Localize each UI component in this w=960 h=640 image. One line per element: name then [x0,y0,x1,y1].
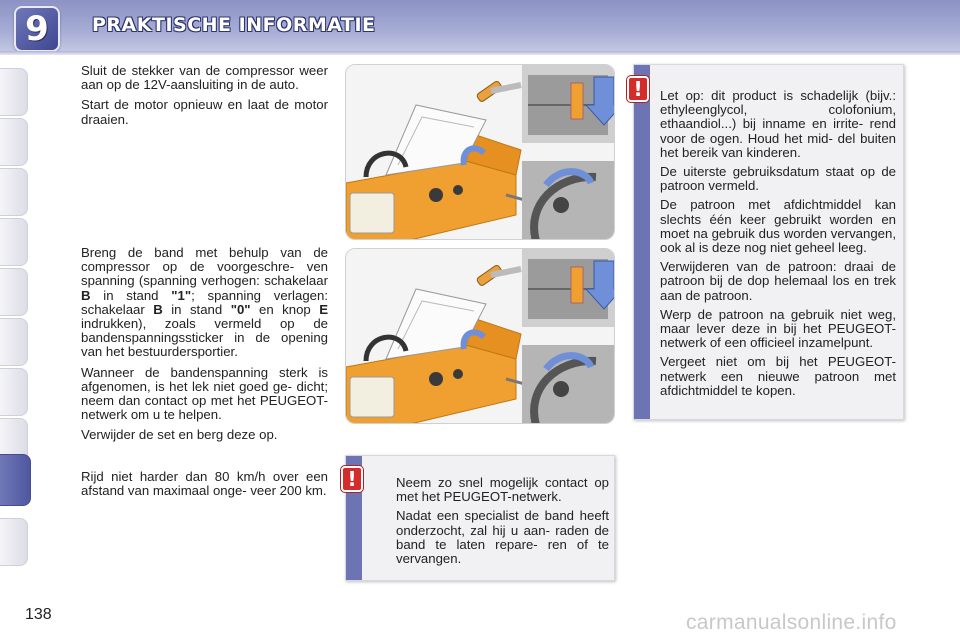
warning-accent-bar [634,65,650,419]
chapter-tab[interactable] [0,68,28,116]
page-number: 138 [25,606,52,623]
warning-box-network [345,455,615,581]
chapter-tab[interactable] [0,518,28,566]
chapter-tab[interactable] [0,368,28,416]
page-title: PRAKTISCHE INFORMATIE [92,14,376,36]
figure-compressor-pressure [345,248,615,424]
warning-icon: ! [627,76,649,102]
instructions-block-1 [56,64,328,133]
instructions-block-2 [56,246,328,449]
chapter-tab-rail [0,58,32,578]
paragraph: Werp de patroon na gebruik niet weg, maar lever deze in bij het PEUGEOT-netwerk of een officieel inzamelpunt. [660,306,896,351]
watermark: carmanualsonline.info [686,611,897,634]
list-item: Start de motor opnieuw en laat de motor draaien. [81,97,328,127]
paragraph: Verwijderen van de patroon: draai de patroon bij de dop helemaal los en trek aan de patroon. [660,259,896,303]
list-item: Verwijder de set en berg deze op. [81,427,278,443]
paragraph: De patroon met afdichtmiddel kan slechts één keer gebruikt worden en moet na gebruik dus worden vervangen, ook al is deze nog niet geheel leeg. [660,197,896,256]
list-item: Rijd niet harder dan 80 km/h over een afstand van maximaal onge- veer 200 km. [81,469,328,499]
list-item: Sluit de stekker van de compressor weer aan op de 12V-aansluiting in de auto. [81,63,328,93]
chapter-tab[interactable] [0,218,28,266]
chapter-tab[interactable] [0,168,28,216]
chapter-tab[interactable] [0,118,28,166]
list-item: Breng de band met behulp van de compressor op de voorgeschre- ven spanning (spanning verhogen: schakelaar B in stand "1"; spanning verlagen: schakelaar B in stand "0" en knop E indrukken), zoals vermeld op de bandenspanningssticker in de opening van het bestuurdersportier. [81,245,328,360]
instructions-block-3 [56,470,328,504]
paragraph: De uiterste gebruiksdatum staat op de patroon vermeld. [660,164,896,194]
warning-text [371,476,609,572]
list-item: Neem zo snel mogelijk contact op met het PEUGEOT-netwerk. [396,475,609,505]
chapter-tab[interactable] [0,268,28,316]
warning-text [660,89,896,403]
paragraph: Nadat een specialist de band heeft onderzocht, zal hij u aan- raden de band te laten repare- ren of te vervangen. [396,508,609,567]
paragraph: Wanneer de bandenspanning sterk is afgenomen, is het lek niet goed ge- dicht; neem dan contact op met het PEUGEOT-netwerk om u te helpen. [81,364,328,423]
chapter-badge: 9 [14,6,60,52]
paragraph: Vergeet niet om bij het PEUGEOT- netwerk een nieuwe patroon met afdichtmiddel te kopen. [660,354,896,398]
page-header [0,0,960,55]
figure-compressor-connect [345,64,615,240]
chapter-tab-active[interactable] [0,454,31,506]
paragraph: Let op: dit product is schadelijk (bijv.: ethyleenglycol, colofonium, ethaandiol...) bij inname en irrite- rend voor de ogen. Houd het mid- del buiten het bereik van kinderen. [660,88,896,160]
warning-icon: ! [341,466,363,492]
chapter-tab[interactable] [0,318,28,366]
warning-box-product [633,64,904,420]
